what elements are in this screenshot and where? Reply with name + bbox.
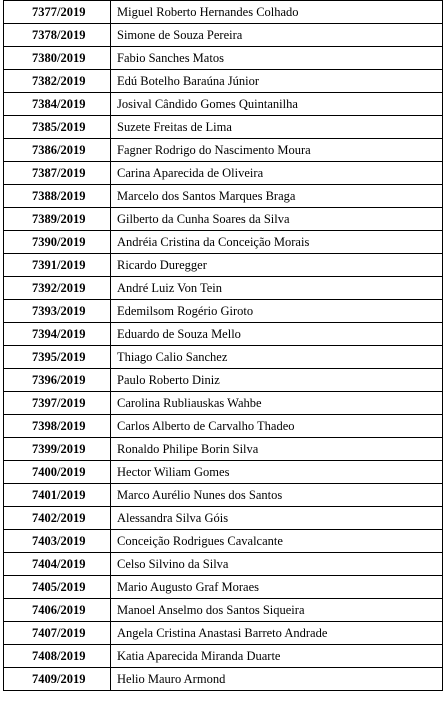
registration-number: 7385/2019 (4, 116, 111, 139)
person-name: Fagner Rodrigo do Nascimento Moura (111, 139, 443, 162)
registration-number: 7391/2019 (4, 254, 111, 277)
table-row (4, 507, 443, 530)
table-row (4, 438, 443, 461)
registry-table-body (4, 1, 443, 691)
table-row (4, 47, 443, 70)
person-name: Josival Cândido Gomes Quintanilha (111, 93, 443, 116)
person-name: Conceição Rodrigues Cavalcante (111, 530, 443, 553)
registration-number: 7408/2019 (4, 645, 111, 668)
table-row (4, 1, 443, 24)
registration-number: 7398/2019 (4, 415, 111, 438)
registration-number: 7397/2019 (4, 392, 111, 415)
registration-number: 7390/2019 (4, 231, 111, 254)
person-name: Miguel Roberto Hernandes Colhado (111, 1, 443, 24)
table-row (4, 300, 443, 323)
registration-number: 7404/2019 (4, 553, 111, 576)
person-name: Katia Aparecida Miranda Duarte (111, 645, 443, 668)
person-name: Carlos Alberto de Carvalho Thadeo (111, 415, 443, 438)
person-name: Edemilsom Rogério Giroto (111, 300, 443, 323)
table-row (4, 277, 443, 300)
registration-number: 7409/2019 (4, 668, 111, 691)
person-name: Carina Aparecida de Oliveira (111, 162, 443, 185)
table-row (4, 369, 443, 392)
person-name: Carolina Rubliauskas Wahbe (111, 392, 443, 415)
registration-number: 7380/2019 (4, 47, 111, 70)
person-name: Helio Mauro Armond (111, 668, 443, 691)
registration-number: 7403/2019 (4, 530, 111, 553)
person-name: Gilberto da Cunha Soares da Silva (111, 208, 443, 231)
person-name: Edú Botelho Baraúna Júnior (111, 70, 443, 93)
table-row (4, 162, 443, 185)
table-row (4, 599, 443, 622)
document-page (3, 0, 443, 691)
person-name: Hector Wiliam Gomes (111, 461, 443, 484)
person-name: Alessandra Silva Góis (111, 507, 443, 530)
table-row (4, 392, 443, 415)
table-row (4, 93, 443, 116)
person-name: Fabio Sanches Matos (111, 47, 443, 70)
registration-number: 7393/2019 (4, 300, 111, 323)
person-name: Mario Augusto Graf Moraes (111, 576, 443, 599)
table-row (4, 461, 443, 484)
table-row (4, 645, 443, 668)
registration-number: 7402/2019 (4, 507, 111, 530)
table-row (4, 346, 443, 369)
person-name: Ricardo Duregger (111, 254, 443, 277)
person-name: Marco Aurélio Nunes dos Santos (111, 484, 443, 507)
table-row (4, 576, 443, 599)
table-row (4, 668, 443, 691)
registration-number: 7399/2019 (4, 438, 111, 461)
registration-number: 7387/2019 (4, 162, 111, 185)
registration-number: 7400/2019 (4, 461, 111, 484)
registration-number: 7405/2019 (4, 576, 111, 599)
person-name: Manoel Anselmo dos Santos Siqueira (111, 599, 443, 622)
person-name: Angela Cristina Anastasi Barreto Andrade (111, 622, 443, 645)
person-name: Marcelo dos Santos Marques Braga (111, 185, 443, 208)
table-row (4, 415, 443, 438)
person-name: Andréia Cristina da Conceição Morais (111, 231, 443, 254)
table-row (4, 208, 443, 231)
registration-number: 7378/2019 (4, 24, 111, 47)
table-row (4, 484, 443, 507)
registration-number: 7382/2019 (4, 70, 111, 93)
table-row (4, 254, 443, 277)
registration-number: 7389/2019 (4, 208, 111, 231)
table-row (4, 323, 443, 346)
registration-number: 7394/2019 (4, 323, 111, 346)
registration-number: 7407/2019 (4, 622, 111, 645)
registration-number: 7388/2019 (4, 185, 111, 208)
person-name: André Luiz Von Tein (111, 277, 443, 300)
table-row (4, 24, 443, 47)
person-name: Suzete Freitas de Lima (111, 116, 443, 139)
registration-number: 7386/2019 (4, 139, 111, 162)
table-row (4, 231, 443, 254)
table-row (4, 185, 443, 208)
person-name: Paulo Roberto Diniz (111, 369, 443, 392)
registration-number: 7406/2019 (4, 599, 111, 622)
registration-number: 7401/2019 (4, 484, 111, 507)
registry-table (3, 0, 443, 691)
table-row (4, 70, 443, 93)
registration-number: 7384/2019 (4, 93, 111, 116)
table-row (4, 116, 443, 139)
registration-number: 7395/2019 (4, 346, 111, 369)
registration-number: 7377/2019 (4, 1, 111, 24)
table-row (4, 139, 443, 162)
person-name: Ronaldo Philipe Borin Silva (111, 438, 443, 461)
table-row (4, 622, 443, 645)
person-name: Celso Silvino da Silva (111, 553, 443, 576)
registration-number: 7392/2019 (4, 277, 111, 300)
registration-number: 7396/2019 (4, 369, 111, 392)
person-name: Eduardo de Souza Mello (111, 323, 443, 346)
table-row (4, 553, 443, 576)
person-name: Thiago Calio Sanchez (111, 346, 443, 369)
person-name: Simone de Souza Pereira (111, 24, 443, 47)
table-row (4, 530, 443, 553)
